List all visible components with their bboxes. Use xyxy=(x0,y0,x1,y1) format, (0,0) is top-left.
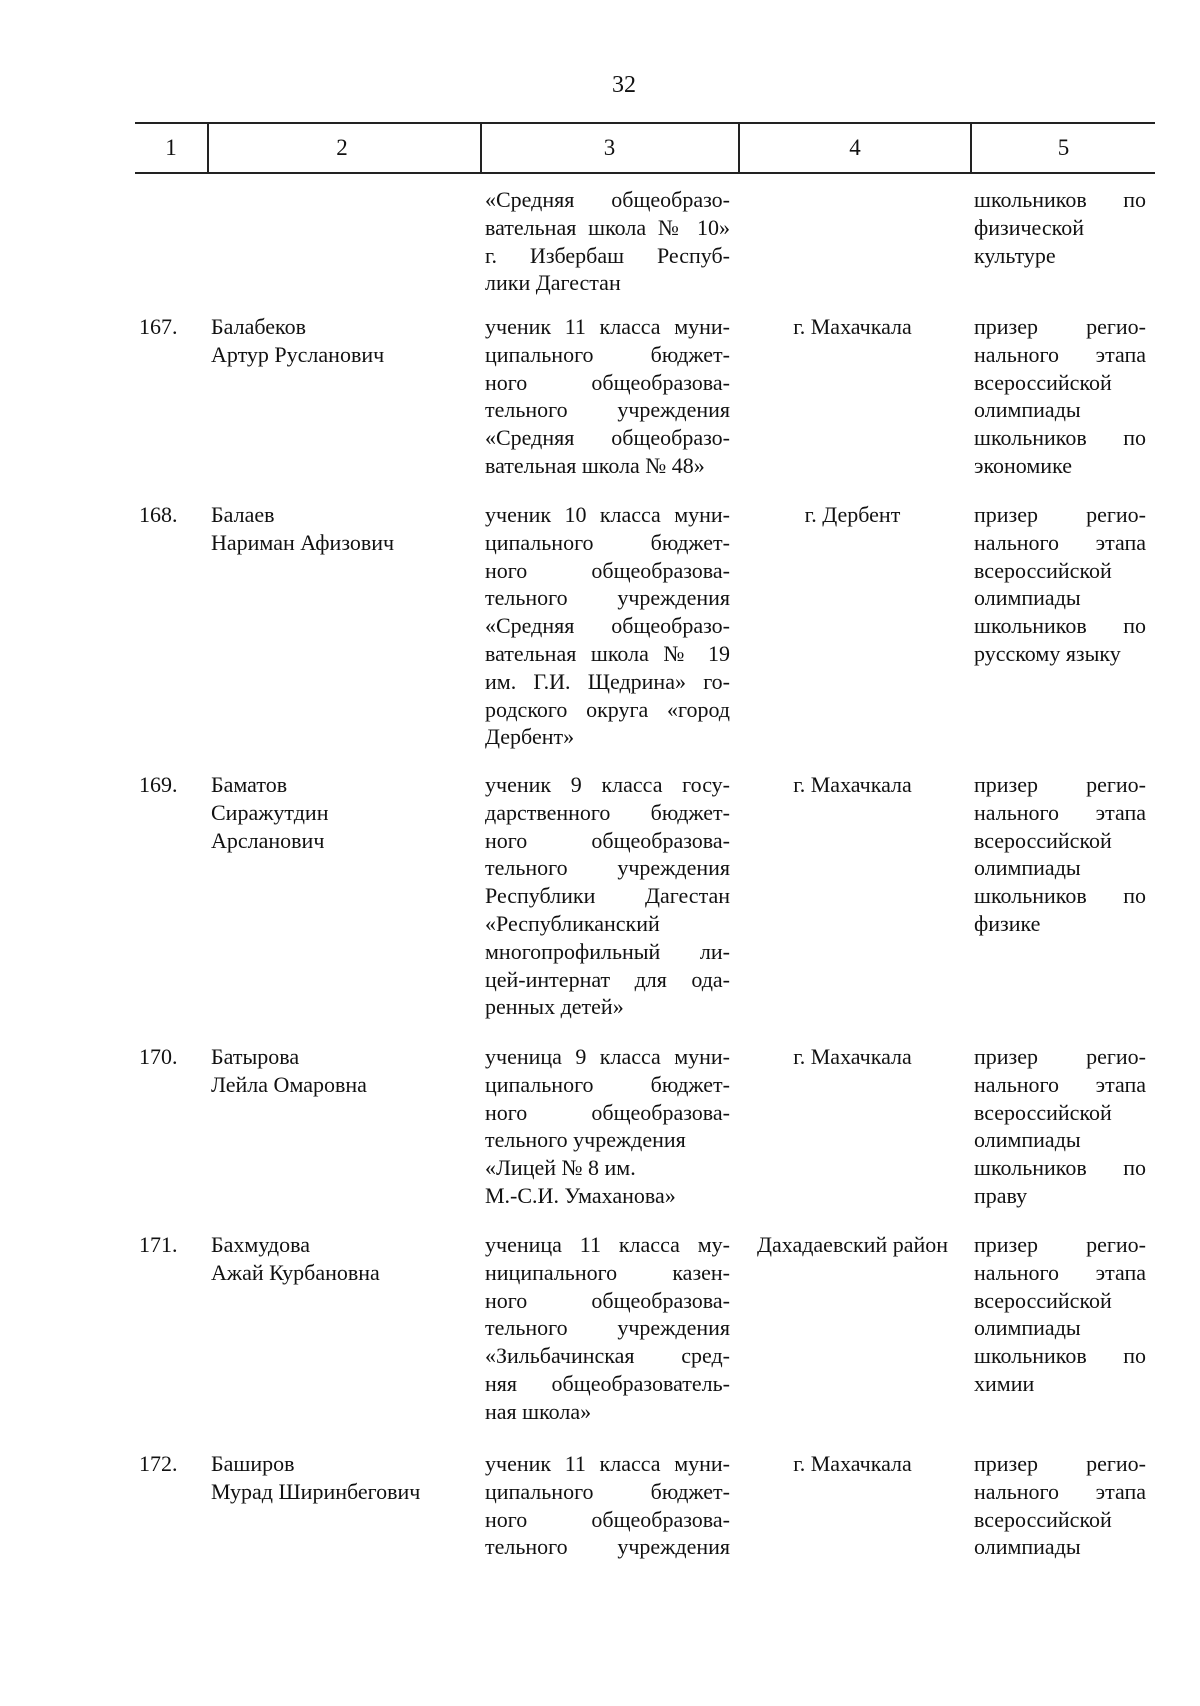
person-name xyxy=(211,1450,471,1506)
award-line: всероссийской xyxy=(974,1099,1112,1125)
school-cell xyxy=(485,501,730,751)
award-line: школьников по xyxy=(974,1343,1146,1369)
award-line: школьников по xyxy=(974,883,1146,909)
award-line: физической xyxy=(974,214,1084,240)
school-line: няя общеобразователь- xyxy=(485,1370,730,1396)
column-header-1: 1 xyxy=(165,135,177,160)
award-line: всероссийской xyxy=(974,1287,1112,1313)
award-line: нального этапа xyxy=(974,529,1146,555)
school-cell xyxy=(485,1231,730,1426)
award-line: олимпиады xyxy=(974,1127,1081,1153)
column-header-5: 5 xyxy=(1057,135,1070,160)
school-line: тельного учреждения xyxy=(485,397,730,423)
school-line: «Республиканский xyxy=(485,910,660,936)
place-cell: Дахадаевский район xyxy=(756,1232,949,1257)
place-cell: г. Дербент xyxy=(804,502,901,527)
school-line: «Зильбачинская сред- xyxy=(485,1343,730,1369)
award-line: школьников по xyxy=(974,1155,1146,1181)
school-line: дарственного бюджет- xyxy=(485,799,730,825)
name-line: Бахмудова xyxy=(211,1232,310,1257)
award-line: призер регио- xyxy=(974,1451,1146,1476)
award-line: призер регио- xyxy=(974,502,1146,527)
school-line: тельного учреждения xyxy=(485,1315,730,1341)
school-line: «Средняя общеобразо- xyxy=(485,187,730,212)
place-cell: г. Махачкала xyxy=(793,772,912,797)
school-line: лики Дагестан xyxy=(485,270,621,296)
name-line: Нариман Афизович xyxy=(211,529,395,555)
name-line: Лейла Омаровна xyxy=(211,1071,367,1097)
award-line: экономике xyxy=(974,452,1072,478)
school-line: вательная школа № 10» xyxy=(485,214,730,240)
row-number: 169. xyxy=(139,772,178,797)
school-line: им. Г.И. Щедрина» го- xyxy=(485,668,730,694)
award-line: праву xyxy=(974,1182,1028,1208)
award-line: призер регио- xyxy=(974,772,1146,797)
school-cell xyxy=(485,1450,730,1561)
school-line: ного общеобразова- xyxy=(485,827,730,853)
school-line: Республики Дагестан xyxy=(485,883,730,909)
school-line: «Средняя общеобразо- xyxy=(485,425,730,451)
place-cell: г. Махачкала xyxy=(793,314,912,339)
school-line: ного общеобразова- xyxy=(485,1287,730,1313)
school-line: вательная школа № 48» xyxy=(485,452,705,478)
award-line: нального этапа xyxy=(974,1478,1146,1504)
school-line: тельного учреждения xyxy=(485,1534,730,1560)
column-header-3: 3 xyxy=(603,135,616,160)
name-line: Баширов xyxy=(211,1451,295,1476)
school-line: Дербент» xyxy=(485,724,575,750)
name-line: Мурад Ширинбегович xyxy=(211,1478,421,1504)
school-line: ная школа» xyxy=(485,1398,592,1424)
person-name xyxy=(211,313,471,369)
award-line: олимпиады xyxy=(974,1534,1081,1560)
award-line: призер регио- xyxy=(974,1232,1146,1257)
award-line: олимпиады xyxy=(974,585,1081,611)
school-line: ученик 11 класса муни- xyxy=(485,1451,730,1476)
award-line: физике xyxy=(974,910,1041,936)
award-line: всероссийской xyxy=(974,1506,1112,1532)
column-header-4: 4 xyxy=(849,135,861,160)
award-cell xyxy=(974,771,1146,938)
name-line: Батырова xyxy=(211,1044,300,1069)
school-line: ренных детей» xyxy=(485,994,624,1020)
school-line: «Лицей № 8 им. xyxy=(485,1155,636,1181)
place-cell: г. Махачкала xyxy=(793,1044,912,1069)
row-number: 171. xyxy=(139,1232,178,1257)
school-line: ученик 10 класса муни- xyxy=(485,502,730,527)
school-line: тельного учреждения xyxy=(485,585,730,611)
award-line: всероссийской xyxy=(974,827,1112,853)
row-number: 168. xyxy=(139,502,178,527)
award-line: призер регио- xyxy=(974,314,1146,339)
school-line: ципального бюджет- xyxy=(485,1071,730,1097)
school-line: ученик 9 класса госу- xyxy=(485,772,730,797)
award-cell xyxy=(974,313,1146,480)
school-line: тельного учреждения xyxy=(485,855,730,881)
school-line: ципального бюджет- xyxy=(485,341,730,367)
award-cell xyxy=(974,1043,1146,1210)
school-line: «Средняя общеобразо- xyxy=(485,613,730,639)
name-line: Арсланович xyxy=(211,827,325,853)
school-line: ниципального казен- xyxy=(485,1259,730,1285)
school-line: родского округа «город xyxy=(485,696,730,722)
award-line: нального этапа xyxy=(974,341,1146,367)
person-name xyxy=(211,1043,471,1099)
school-line: многопрофильный ли- xyxy=(485,938,730,964)
name-line: Баматов xyxy=(211,772,288,797)
page-number: 32 xyxy=(612,72,636,98)
award-line: нального этапа xyxy=(974,1259,1146,1285)
person-name xyxy=(211,1231,471,1287)
award-line: школьников по xyxy=(974,425,1146,451)
award-cell xyxy=(974,501,1146,668)
award-line: нального этапа xyxy=(974,799,1146,825)
school-cell xyxy=(485,1043,730,1210)
name-line: Балабеков xyxy=(211,314,306,339)
row-number: 170. xyxy=(139,1044,178,1069)
person-name xyxy=(211,771,471,854)
award-cell xyxy=(974,1450,1146,1561)
school-line: ного общеобразова- xyxy=(485,1099,730,1125)
row-number: 167. xyxy=(139,314,178,339)
school-line: ученица 11 класса му- xyxy=(485,1232,730,1257)
award-line: всероссийской xyxy=(974,369,1112,395)
school-line: ципального бюджет- xyxy=(485,529,730,555)
school-cell xyxy=(485,313,730,480)
award-line: русскому языку xyxy=(974,640,1121,666)
school-line: ципального бюджет- xyxy=(485,1478,730,1504)
award-line: олимпиады xyxy=(974,397,1081,423)
school-line: ученица 9 класса муни- xyxy=(485,1044,730,1069)
school-line: г. Избербаш Респуб- xyxy=(485,242,730,268)
table-header xyxy=(135,122,1155,174)
school-cell xyxy=(485,771,730,1021)
school-line: М.-С.И. Умаханова» xyxy=(485,1182,676,1208)
school-line: ного общеобразова- xyxy=(485,1506,730,1532)
name-line: Балаев xyxy=(211,502,275,527)
name-line: Сиражутдин xyxy=(211,799,329,825)
school-line: ученик 11 класса муни- xyxy=(485,314,730,339)
award-line: школьников по xyxy=(974,187,1146,212)
school-line: тельного учреждения xyxy=(485,1127,686,1153)
award-line: школьников по xyxy=(974,613,1146,639)
school-line: ного общеобразова- xyxy=(485,557,730,583)
school-line: цей-интернат для ода- xyxy=(485,966,730,992)
school-line: ного общеобразова- xyxy=(485,369,730,395)
name-line: Ажай Курбановна xyxy=(211,1259,380,1285)
award-line: химии xyxy=(974,1370,1035,1396)
name-line: Артур Русланович xyxy=(211,341,385,367)
award-cell xyxy=(974,186,1146,269)
award-line: призер регио- xyxy=(974,1044,1146,1069)
person-name xyxy=(211,501,471,557)
award-cell xyxy=(974,1231,1146,1398)
place-cell: г. Махачкала xyxy=(793,1451,912,1476)
award-line: нального этапа xyxy=(974,1071,1146,1097)
column-header-2: 2 xyxy=(336,135,348,160)
award-line: олимпиады xyxy=(974,855,1081,881)
award-line: всероссийской xyxy=(974,557,1112,583)
award-line: олимпиады xyxy=(974,1315,1081,1341)
row-number: 172. xyxy=(139,1451,178,1476)
school-cell xyxy=(485,186,730,297)
school-line: вательная школа № 19 xyxy=(485,640,730,666)
award-line: культуре xyxy=(974,242,1056,268)
